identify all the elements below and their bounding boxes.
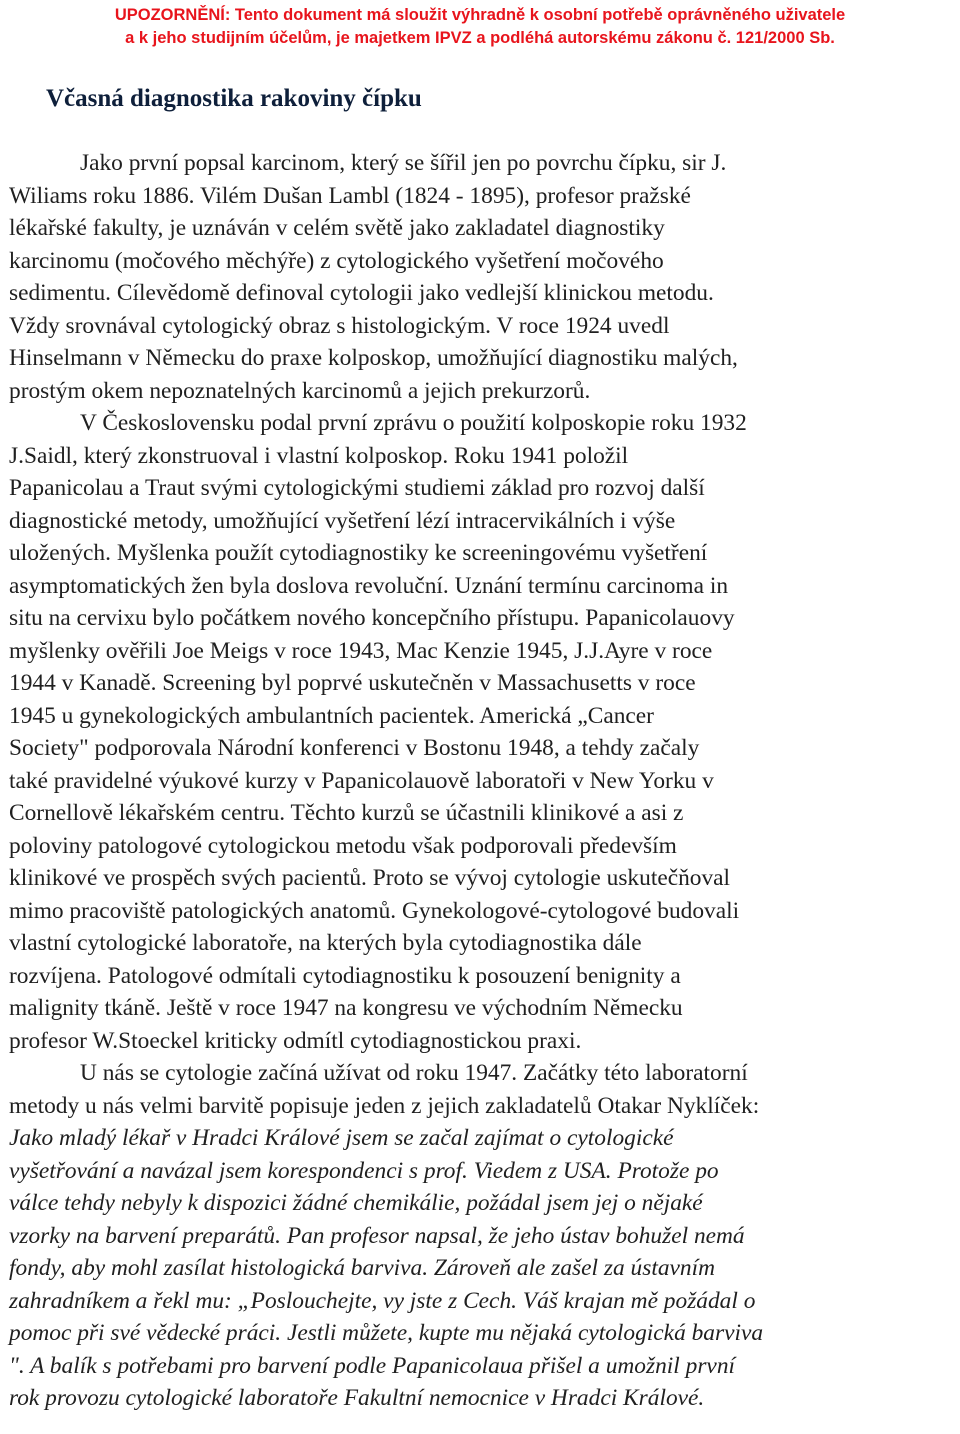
text-line: diagnostické metody, umožňující vyšetření lézí intracervikálních i výše [9, 507, 676, 534]
quote-line: pomoc při své vědecké práci. Jestli můžete, kupte mu nějaká cytologická barviva [9, 1320, 764, 1346]
text-line: metody u nás velmi barvitě popisuje jeden z jejich zakladatelů Otakar Nyklíček: [9, 1092, 760, 1119]
document-title: Včasná diagnostika rakoviny čípku [46, 85, 422, 112]
text-line: 1944 v Kanadě. Screening byl poprvé uskutečněn v Massachusetts v roce [9, 670, 696, 696]
text-line: Cornellově lékařském centru. Těchto kurzů se účastnili klinikové a asi z [9, 800, 684, 826]
quote-line: válce tehdy nebyly k dispozici žádné chemikálie, požádal jsem jej o nějaké [9, 1190, 703, 1216]
text-line: U nás se cytologie začíná užívat od roku 1947. Začátky této laboratorní [80, 1060, 748, 1086]
text-line: malignity tkáně. Ještě v roce 1947 na kongresu ve východním Německu [9, 995, 683, 1021]
text-line: Society" podporovala Národní konferenci v Bostonu 1948, a tehdy začaly [9, 735, 700, 761]
text-line: mimo pracoviště patologických anatomů. Gynekologové-cytologové budovali [9, 897, 740, 924]
text-line: klinikové ve prospěch svých pacientů. Proto se vývoj cytologie uskutečňoval [9, 865, 731, 891]
text-line: Jako první popsal karcinom, který se šířil jen po povrchu čípku, sir J. [80, 150, 727, 176]
text-line: vlastní cytologické laboratoře, na kterých byla cytodiagnostika dále [9, 930, 642, 956]
text-line: Wiliams roku 1886. Vilém Dušan Lambl (1824 - 1895), profesor pražské [9, 182, 691, 209]
text-line: situ na cervixu bylo počátkem nového koncepčního přístupu. Papanicolauovy [9, 605, 735, 631]
quote-line: vzorky na barvení preparátů. Pan profesor napsal, že jeho ústav bohužel nemá [9, 1222, 745, 1249]
text-line: Hinselmann v Německu do praxe kolposkop, umožňující diagnostiku malých, [9, 345, 738, 371]
text-line: také pravidelné výukové kurzy v Papanicolauově laboratoři v New Yorku v [9, 767, 714, 794]
text-line: lékařské fakulty, je uznáván v celém světě jako zakladatel diagnostiky [9, 215, 665, 241]
text-line: V Československu podal první zprávu o použití kolposkopie roku 1932 [80, 410, 747, 436]
text-line: Vždy srovnával cytologický obraz s histologickým. V roce 1924 uvedl [9, 312, 670, 339]
text-line: 1945 u gynekologických ambulantních pacientek. Americká „Cancer [9, 702, 654, 729]
text-line: sedimentu. Cílevědomě definoval cytologii jako vedlejší klinickou metodu. [9, 280, 714, 306]
quote-line: vyšetřování a navázal jsem korespondenci s prof. Viedem z USA. Protože po [9, 1157, 719, 1184]
text-line: uložených. Myšlenka použít cytodiagnostiky ke screeningovému vyšetření [9, 540, 708, 566]
text-line: J.Saidl, který zkonstruoval i vlastní kolposkop. Roku 1941 položil [9, 442, 629, 469]
quote-line: ". A balík s potřebami pro barvení podle Papanicolaua přišel a umožnil první [9, 1352, 736, 1379]
text-line: Papanicolau a Traut svými cytologickými studiemi základ pro rozvoj další [9, 475, 705, 501]
document-body [9, 147, 954, 1415]
text-line: poloviny patologové cytologickou metodu však podporovali především [9, 832, 677, 859]
copyright-notice [0, 4, 960, 50]
quote-line: rok provozu cytologické laboratoře Fakultní nemocnice v Hradci Králové. [9, 1385, 705, 1411]
text-line: profesor W.Stoeckel kriticky odmítl cytodiagnostickou praxi. [9, 1027, 582, 1054]
text-line: rozvíjena. Patologové odmítali cytodiagnostiku k posouzení benignity a [9, 962, 681, 989]
text-line: karcinomu (močového měchýře) z cytologického vyšetření močového [9, 247, 664, 274]
text-line: prostým okem nepoznatelných karcinomů a jejich prekurzorů. [9, 377, 591, 404]
quote-line: Jako mladý lékař v Hradci Králové jsem se začal zajímat o cytologické [9, 1125, 674, 1151]
text-line: asymptomatických žen byla doslova revoluční. Uznání termínu carcinoma in [9, 572, 729, 599]
copyright-notice-line: UPOZORNĚNÍ: Tento dokument má sloužit výhradně k osobní potřebě oprávněného uživatele [114, 6, 846, 24]
text-line: myšlenky ověřili Joe Meigs v roce 1943, Mac Kenzie 1945, J.J.Ayre v roce [9, 637, 713, 664]
quote-line: fondy, aby mohl zasílat histologická barviva. Zároveň ale zašel za ústavním [9, 1255, 715, 1281]
quote-line: zahradníkem a řekl mu: „Poslouchejte, vy jste z Cech. Váš krajan mě požádal o [9, 1287, 756, 1314]
copyright-notice-line: a k jeho studijním účelům, je majetkem IPVZ a podléhá autorskému zákonu č. 121/2000 Sb. [125, 29, 835, 47]
